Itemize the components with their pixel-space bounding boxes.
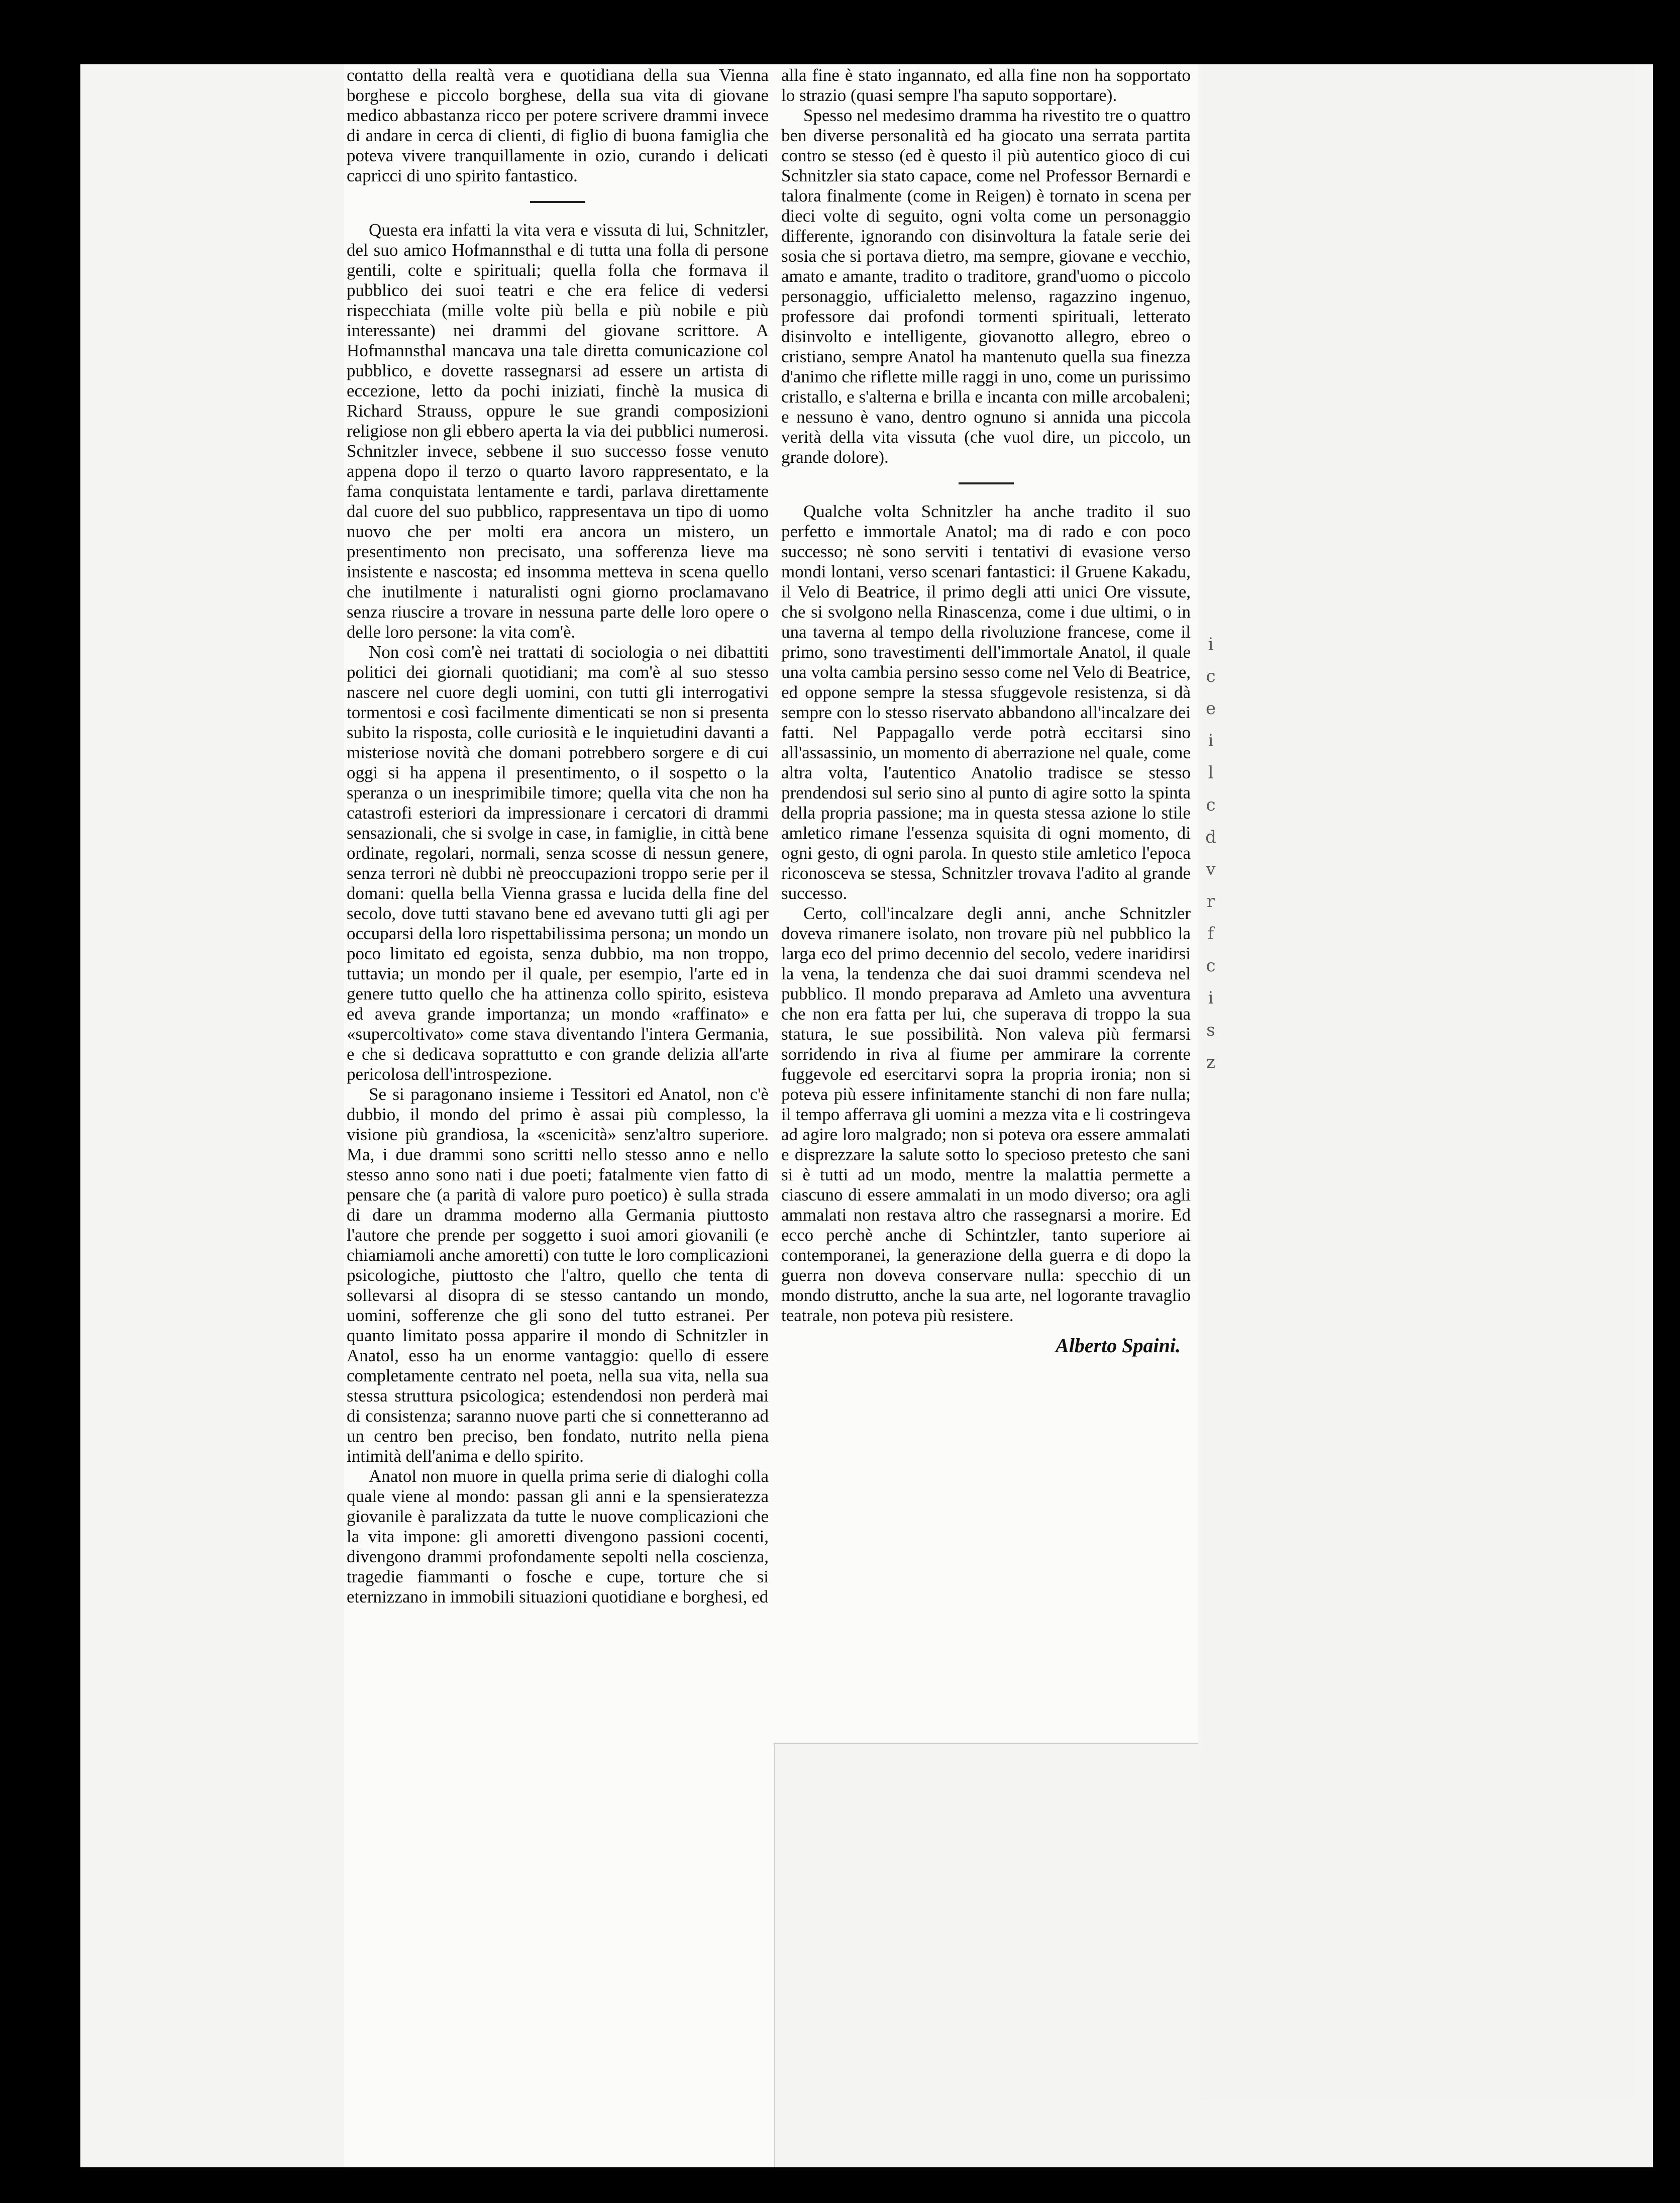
margin-letter: c bbox=[1206, 956, 1216, 976]
article-left-column bbox=[347, 65, 769, 1607]
margin-letter: z bbox=[1206, 1052, 1215, 1072]
margin-letter: v bbox=[1206, 859, 1216, 879]
paragraph: alla fine è stato ingannato, ed alla fine non ha sopportato lo strazio (quasi sempre l'ha saputo sopportare). bbox=[781, 65, 1191, 105]
margin-letter: l bbox=[1208, 763, 1214, 783]
margin-letter: r bbox=[1206, 891, 1215, 912]
paragraph: Non così com'è nei trattati di sociologia o nei dibattiti politici dei giornali quotidiani; ma com'è al suo stesso nascere nel cuore degli uomini, con tutti gli interrogativi tormentosi e così facilmente dimenticati se non si presenta subito la risposta, colle curiosità e le inquietudini davanti a misteriose novità che domani potrebbero sorgere e di cui oggi si ha appena il presentimento, o il sospetto o la speranza o un inesprimibile timore; quella vita che non ha catastrofi esteriori da impressionare i cercatori di drammi sensazionali, che si svolge in case, in famiglie, in città bene ordinate, regolari, normali, senza scosse di nessun genere, senza terrori nè dubbi nè preoccupazioni troppo serie per il domani: quella bella Vienna grassa e lucida della fine del secolo, dove tutti stavano bene ed avevano tutti gli agi per occuparsi della loro rispettabilissima persona; un mondo un poco limitato ed egoista, senza dubbio, ma non troppo, tuttavia; un mondo per il quale, per esempio, l'arte ed in genere tutto quello che ha attinenza collo spirito, esisteva ed aveva grande importanza; un mondo «raffinato» e «supercoltivato» come stava diventando l'intera Germania, e che si dedicava soprattutto e con grande delizia all'arte pericolosa dell'introspezione. bbox=[347, 642, 769, 1084]
margin-letter: d bbox=[1205, 827, 1216, 847]
paragraph: contatto della realtà vera e quotidiana della sua Vienna borghese e piccolo borghese, della sua vita di giovane medico abbastanza ricco per potere scrivere drammi invece di andare in cerca di clienti, di figlio di buona famiglia che poteva vivere tranquillamente in ozio, curando i delicati capricci di uno spirito fantastico. bbox=[347, 65, 769, 185]
section-separator bbox=[959, 482, 1014, 484]
margin-letter: c bbox=[1206, 666, 1216, 686]
paragraph: Certo, coll'incalzare degli anni, anche Schnitzler doveva rimanere isolato, non trovare più nel pubblico la larga eco del primo decennio del secolo, vedere inaridirsi la vena, la tendenza che dai suoi drammi scendeva nel pubblico. Il mondo preparava ad Amleto una avventura che non era fatta per lui, che superava di troppo la sua statura, le sue possibilità. Non valeva più fermarsi sorridendo in riva al fiume per ammirare la corrente fuggevole ed esercitarvi sopra la propria ironia; non si poteva più essere infinitamente stanchi di non fare nulla; il tempo afferrava gli uomini a mezza vita e li costringeva ad agire loro malgrado; non si poteva ora essere ammalati e disprezzare la salute sotto lo specioso pretesto che sani si è tutti ad un modo, mentre la malattia permette a ciascuno di essere ammalati in un modo diverso; ora agli ammalati non restava altro che rassegnarsi a morire. Ed ecco perchè anche di Schintzler, tanto superiore ai contemporanei, la generazione della guerra e di dopo la guerra non doveva conservare nulla: specchio di un mondo distrutto, anche la sua arte, nel logorante travaglio teatrale, non poteva più resistere. bbox=[781, 904, 1191, 1325]
margin-letters bbox=[1196, 628, 1226, 1131]
article-right-column bbox=[781, 65, 1191, 1356]
paragraph: Spesso nel medesimo dramma ha rivestito tre o quattro ben diverse personalità ed ha giocato una serrata partita contro se stesso (ed è questo il più autentico gioco di cui Schnitzler sia stato capace, come nel Professor Bernardi e talora finalmente (come in Reigen) è tornato in scena per dieci volte di seguito, ogni volta come un personaggio differente, ignorando con disinvoltura la fatale serie dei sosia che si portava dietro, ma sempre, giovane e vecchio, amato e amante, tradito o traditore, grand'uomo o piccolo personaggio, ufficialetto melenso, ragazzino ingenuo, professore dai profondi tormenti spirituali, letterato disinvolto e intelligente, giovanotto allegro, ebreo o cristiano, sempre Anatol ha mantenuto quella sua finezza d'animo che riflette mille raggi in uno, come un purissimo cristallo, e s'alterna e brilla e incanta con mille arcobaleni; e nessuno è vano, dentro ognuno si annida una piccola verità della vita vissuta (che vuol dire, un piccolo, un grande dolore). bbox=[781, 106, 1191, 467]
margin-letter: i bbox=[1208, 634, 1214, 654]
margin-letter: s bbox=[1206, 1020, 1215, 1040]
section-separator bbox=[530, 201, 585, 203]
adjacent-paper-sheet bbox=[1201, 64, 1633, 2099]
paragraph: Anatol non muore in quella prima serie di dialoghi colla quale viene al mondo: passan gli anni e la spensieratezza giovanile è paralizzata da tutte le nuove complicazioni che la vita impone: gli amoretti divengono passioni cocenti, divengono drammi profondamente sepolti nella coscienza, tragedie fiammanti o fosche e cupe, torture che si eternizzano in immobili situazioni quotidiane e borghesi, ed bbox=[347, 1466, 769, 1607]
paragraph: Qualche volta Schnitzler ha anche tradito il suo perfetto e immortale Anatol; ma di rado e con poco successo; nè sono serviti i tentativi di evasione verso mondi lontani, verso scenari fantastici: il Gruene Kakadu, il Velo di Beatrice, il primo degli atti unici Ore vissute, che si svolgono nella Rinascenza, come i due ultimi, o in una taverna al tempo della rivoluzione francese, come il primo, sono travestimenti dell'immortale Anatol, il quale una volta cambia persino sesso come nel Velo di Beatrice, ed oppone sempre la stessa sfuggevole resistenza, si dà sempre con lo stesso riservato abbandono all'incalzare dei fatti. Nel Pappagallo verde potrà eccitarsi sino all'assassinio, un momento di aberrazione nel quale, come altra volta, l'autentico Anatolio tradisce se stesso prendendosi sul serio sino al punto di agire sotto la spinta della propria passione; ma in questa stessa azione lo stile amletico rimane l'essenza squisita di ogni momento, di ogni gesto, di ogni parola. In questo stile amletico l'epoca riconosceva se stessa, Schnitzler trovava l'adito al grande successo. bbox=[781, 502, 1191, 903]
margin-letter: i bbox=[1208, 988, 1214, 1008]
paragraph: Questa era infatti la vita vera e vissuta di lui, Schnitzler, del suo amico Hofmannsthal e di tutta una folla di persone gentili, colte e spirituali; quella folla che formava il pubblico dei suoi teatri e che era felice di vedersi rispecchiata (mille volte più bella e più nobile e più interessante) nei drammi del giovane scrittore. A Hofmannsthal mancava una tale diretta comunicazione col pubblico, e dovette rassegnarsi ad essere un artista di eccezione, letto da pochi iniziati, finchè la musica di Richard Strauss, oppure le sue grandi composizioni religiose non gli ebbero aperta la via dei pubblici numerosi. Schnitzler invece, sebbene il suo successo fosse venuto appena dopo il terzo o quarto lavoro rappresentato, e la fama conquistata lentamente e tardi, parlava direttamente dal cuore del suo pubblico, rappresentava un tipo di uomo nuovo che per molti era ancora un mistero, un presentimento non precisato, una sofferenza lieve ma insistente e nascosta; ed insomma metteva in scena quello che inutilmente i naturalisti ogni giorno proclamavano senza riuscire a trovare in nessuna parte delle loro opere o delle loro persone: la vita com'è. bbox=[347, 220, 769, 642]
margin-letter: e bbox=[1205, 698, 1216, 719]
margin-letter: f bbox=[1207, 924, 1214, 944]
paragraph: Se si paragonano insieme i Tessitori ed Anatol, non c'è dubbio, il mondo del primo è assai più complesso, la visione più grandiosa, la «scenicità» senz'altro superiore. Ma, i due drammi sono scritti nello stesso anno e nello stesso anno sono nati i due poeti; fatalmente vien fatto di pensare che (a parità di valore puro poetico) è sulla strada di dare un dramma moderno alla Germania piuttosto l'autore che prende per soggetto i suoi amori giovanili (e chiamiamoli anche amoretti) con tutte le loro complicazioni psicologiche, piuttosto che l'altro, quello che tenta di sollevarsi al disopra di se stesso cantando un mondo, uomini, sofferenze che gli sono del tutto estranei. Per quanto limitato possa apparire il mondo di Schnitzler in Anatol, esso ha un enorme vantaggio: quello di essere completamente centrato nel poeta, nella sua vita, nella sua stessa struttura psicologica; estendendosi non perderà mai di consistenza; saranno nuove parti che si connetteranno ad un centro ben preciso, ben fondato, nutrito nella piena intimità dell'anima e dello spirito. bbox=[347, 1084, 769, 1466]
author-signature: Alberto Spaini. bbox=[1056, 1334, 1181, 1357]
margin-letter: c bbox=[1206, 795, 1216, 815]
margin-letter: i bbox=[1208, 731, 1214, 751]
